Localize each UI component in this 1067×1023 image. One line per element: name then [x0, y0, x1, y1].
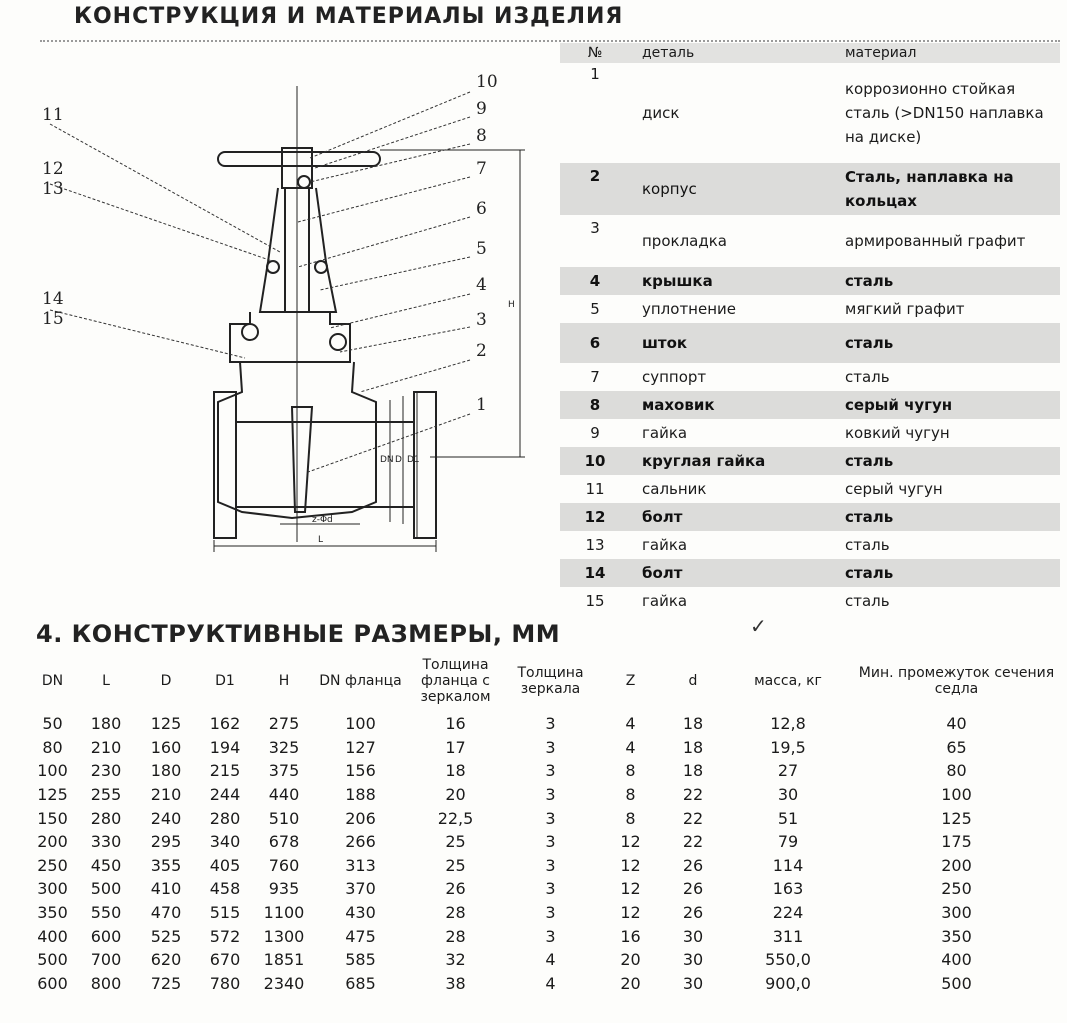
callout-1: 1: [476, 395, 487, 415]
table-cell: 585: [345, 950, 376, 970]
table-cell: 100: [345, 714, 376, 734]
material-row: [560, 363, 1060, 391]
table-cell: 17: [445, 737, 466, 757]
row-material: армированный графит: [845, 232, 1026, 250]
dims-body: [30, 712, 1060, 995]
dims-header-row: [30, 650, 1060, 712]
dim-d: D: [395, 455, 402, 465]
row-no: 15: [585, 592, 605, 610]
table-cell: 25: [445, 832, 466, 852]
table-cell: 550,0: [765, 950, 811, 970]
header-no: №: [587, 45, 603, 61]
table-cell: 550: [90, 903, 122, 923]
table-cell: 515: [209, 903, 241, 923]
table-cell: 3: [545, 879, 556, 899]
row-material: сталь: [845, 564, 894, 582]
table-cell: 100: [37, 761, 68, 781]
row-material: ковкий чугун: [845, 424, 950, 442]
table-cell: 470: [150, 903, 182, 923]
material-row: [560, 63, 1060, 163]
table-cell: 725: [150, 973, 182, 993]
table-cell: 400: [37, 926, 68, 946]
yoke-bolt: [267, 261, 279, 273]
table-row: [30, 783, 1060, 807]
bonnet-bolt: [330, 334, 346, 350]
table-cell: 3: [545, 903, 556, 923]
table-row: [30, 877, 1060, 901]
table-cell: 500: [37, 950, 68, 970]
table-cell: 26: [682, 879, 704, 899]
table-cell: 4: [625, 714, 636, 734]
table-cell: 572: [209, 926, 241, 946]
table-cell: 600: [90, 926, 122, 946]
table-cell: 162: [209, 714, 241, 734]
table-row: [30, 759, 1060, 783]
table-cell: 224: [772, 903, 804, 923]
table-cell: 180: [90, 714, 122, 734]
row-no: 14: [584, 564, 606, 582]
table-cell: 200: [37, 832, 68, 852]
row-part: болт: [642, 508, 683, 526]
row-part: корпус: [642, 180, 697, 198]
table-cell: 194: [209, 737, 241, 757]
material-row: [560, 503, 1060, 531]
row-part: суппорт: [642, 368, 707, 386]
row-no: 11: [585, 480, 605, 498]
table-row: [30, 830, 1060, 854]
table-cell: 330: [90, 832, 122, 852]
row-part: сальник: [642, 480, 707, 498]
table-cell: 12: [620, 832, 641, 852]
callout-11: 11: [42, 105, 64, 125]
row-material: сталь: [845, 536, 890, 554]
dims-header: DN фланца: [319, 673, 402, 689]
material-row: [560, 267, 1060, 295]
table-cell: 3: [545, 785, 556, 805]
row-material: сталь: [845, 272, 894, 290]
table-cell: 22,5: [437, 808, 474, 828]
table-cell: 16: [620, 926, 641, 946]
table-cell: 30: [777, 785, 799, 805]
row-material: сталь: [845, 592, 890, 610]
dim-dn: DN: [380, 455, 394, 465]
table-cell: 210: [150, 785, 182, 805]
table-row: [30, 854, 1060, 878]
callout-8: 8: [476, 126, 487, 146]
dims-header: D1: [215, 673, 235, 689]
table-cell: 500: [941, 973, 972, 993]
section-title: КОНСТРУКЦИЯ И МАТЕРИАЛЫ ИЗДЕЛИЯ: [74, 4, 624, 29]
table-cell: 125: [37, 785, 68, 805]
table-cell: 2340: [263, 973, 305, 993]
table-cell: 114: [772, 855, 804, 875]
table-cell: 935: [268, 879, 300, 899]
table-cell: 1851: [263, 950, 305, 970]
row-no: 2: [589, 167, 601, 185]
table-cell: 3: [545, 714, 556, 734]
table-cell: 600: [37, 973, 68, 993]
table-cell: 8: [625, 761, 636, 781]
dim-l: L: [318, 535, 324, 545]
table-row: [30, 948, 1060, 972]
dims-title: 4. КОНСТРУКТИВНЫЕ РАЗМЕРЫ, ММ: [36, 620, 561, 648]
table-cell: 620: [150, 950, 182, 970]
row-part: уплотнение: [642, 300, 737, 318]
callout-9: 9: [476, 99, 487, 119]
dim-d1: D1: [407, 455, 420, 465]
table-cell: 325: [268, 737, 300, 757]
table-cell: 30: [682, 973, 704, 993]
table-cell: 18: [445, 761, 466, 781]
table-cell: 670: [209, 950, 241, 970]
table-cell: 25: [445, 855, 466, 875]
table-cell: 79: [777, 832, 799, 852]
row-part: гайка: [642, 592, 688, 610]
table-cell: 18: [682, 737, 704, 757]
callout-14: 14: [42, 289, 64, 309]
table-cell: 510: [268, 808, 300, 828]
table-cell: 80: [946, 761, 967, 781]
table-cell: 38: [445, 973, 466, 993]
table-cell: 4: [545, 973, 556, 993]
table-cell: 240: [150, 808, 182, 828]
table-row: [30, 806, 1060, 830]
callout-12: 12: [42, 159, 64, 179]
material-row: [560, 295, 1060, 323]
materials-header: [560, 43, 1060, 63]
row-no: 9: [590, 424, 600, 442]
material-row: [560, 391, 1060, 419]
row-part: маховик: [642, 396, 715, 414]
table-cell: 30: [682, 950, 704, 970]
pen-mark: ✓: [750, 614, 767, 638]
row-material: Сталь, наплавка на кольцах: [845, 168, 1014, 210]
table-cell: 685: [345, 973, 376, 993]
materials-table: [560, 43, 1060, 615]
material-row: [560, 163, 1060, 215]
table-cell: 50: [42, 714, 63, 734]
table-cell: 355: [150, 855, 182, 875]
callout-13: 13: [42, 179, 64, 199]
dims-header: H: [278, 673, 290, 689]
table-cell: 1300: [263, 926, 305, 946]
table-cell: 475: [345, 926, 376, 946]
row-part: шток: [642, 334, 688, 352]
header-part: деталь: [642, 45, 695, 61]
row-part: гайка: [642, 536, 688, 554]
table-cell: 65: [946, 737, 967, 757]
row-material: коррозионно стойкая сталь (>DN150 наплавка на диске): [845, 80, 1044, 146]
table-cell: 156: [345, 761, 376, 781]
table-cell: 32: [445, 950, 466, 970]
table-cell: 3: [545, 761, 556, 781]
material-row: [560, 531, 1060, 559]
bonnet-bolt: [242, 324, 258, 340]
row-no: 3: [590, 219, 600, 237]
callout-4: 4: [476, 275, 487, 295]
table-cell: 266: [345, 832, 376, 852]
row-no: 4: [589, 272, 601, 290]
row-part: круглая гайка: [642, 452, 766, 470]
table-cell: 51: [777, 808, 799, 828]
table-cell: 300: [37, 879, 68, 899]
table-cell: 255: [90, 785, 122, 805]
table-cell: 440: [268, 785, 300, 805]
table-cell: 100: [941, 785, 972, 805]
row-no: 5: [590, 300, 600, 318]
table-cell: 30: [682, 926, 704, 946]
table-cell: 215: [209, 761, 241, 781]
material-row: [560, 475, 1060, 503]
dims-header: Толщина зеркала: [517, 665, 584, 697]
table-cell: 16: [445, 714, 466, 734]
table-cell: 26: [682, 903, 704, 923]
callout-2: 2: [476, 341, 487, 361]
table-cell: 127: [345, 737, 376, 757]
table-cell: 678: [268, 832, 300, 852]
table-cell: 525: [150, 926, 182, 946]
table-cell: 20: [620, 973, 641, 993]
table-cell: 26: [445, 879, 466, 899]
row-no: 1: [590, 65, 600, 83]
dim-h: H: [508, 300, 515, 310]
table-cell: 350: [941, 926, 972, 946]
table-cell: 12: [620, 879, 641, 899]
yoke: [260, 188, 336, 312]
valve-drawing: [30, 62, 550, 572]
callout-5: 5: [476, 239, 487, 259]
table-cell: 20: [445, 785, 466, 805]
table-cell: 200: [941, 855, 972, 875]
row-part: крышка: [642, 272, 713, 290]
table-cell: 1100: [263, 903, 305, 923]
table-cell: 780: [209, 973, 241, 993]
table-cell: 430: [345, 903, 376, 923]
dims-header: d: [688, 673, 698, 689]
row-no: 12: [584, 508, 606, 526]
table-cell: 125: [150, 714, 182, 734]
row-material: мягкий графит: [845, 300, 965, 318]
callout-7: 7: [476, 159, 487, 179]
table-cell: 311: [772, 926, 804, 946]
table-cell: 250: [941, 879, 972, 899]
material-row: [560, 215, 1060, 267]
table-cell: 405: [209, 855, 241, 875]
row-material: сталь: [845, 508, 894, 526]
table-cell: 175: [941, 832, 972, 852]
dims-header: L: [102, 673, 110, 689]
row-material: сталь: [845, 452, 894, 470]
table-cell: 400: [941, 950, 972, 970]
table-row: [30, 736, 1060, 760]
table-cell: 28: [445, 903, 466, 923]
table-cell: 27: [777, 761, 799, 781]
table-cell: 18: [682, 761, 704, 781]
table-cell: 280: [209, 808, 241, 828]
row-part: болт: [642, 564, 683, 582]
table-cell: 206: [345, 808, 376, 828]
callout-6: 6: [476, 199, 487, 219]
row-material: сталь: [845, 368, 890, 386]
table-row: [30, 712, 1060, 736]
dimensions-table: [30, 650, 1060, 995]
dims-header: Толщина фланца с зеркалом: [420, 657, 491, 705]
table-cell: 3: [545, 808, 556, 828]
table-cell: 150: [37, 808, 68, 828]
table-cell: 500: [90, 879, 122, 899]
table-cell: 22: [682, 808, 704, 828]
table-cell: 275: [268, 714, 300, 734]
yoke-bolt: [315, 261, 327, 273]
table-cell: 340: [209, 832, 241, 852]
table-cell: 40: [946, 714, 967, 734]
table-cell: 458: [209, 879, 241, 899]
row-no: 13: [585, 536, 605, 554]
table-row: [30, 901, 1060, 925]
table-cell: 80: [42, 737, 63, 757]
table-cell: 19,5: [770, 737, 806, 757]
table-cell: 375: [268, 761, 300, 781]
table-cell: 3: [545, 926, 556, 946]
table-cell: 22: [682, 785, 704, 805]
table-cell: 370: [345, 879, 376, 899]
row-part: диск: [642, 104, 680, 122]
table-cell: 125: [941, 808, 972, 828]
table-cell: 210: [90, 737, 122, 757]
table-row: [30, 924, 1060, 948]
table-cell: 295: [150, 832, 182, 852]
dim-zd: z-Φd: [312, 515, 333, 525]
table-cell: 160: [150, 737, 182, 757]
callout-3: 3: [476, 310, 487, 330]
table-cell: 700: [90, 950, 122, 970]
table-cell: 230: [90, 761, 122, 781]
row-no: 7: [590, 368, 600, 386]
table-cell: 4: [625, 737, 636, 757]
table-cell: 760: [268, 855, 300, 875]
table-cell: 3: [545, 737, 556, 757]
row-material: серый чугун: [845, 396, 953, 414]
table-cell: 313: [345, 855, 376, 875]
table-cell: 410: [150, 879, 182, 899]
row-no: 10: [584, 452, 606, 470]
table-cell: 12: [620, 903, 641, 923]
dims-header: Мин. промежуток сечения седла: [858, 665, 1055, 697]
table-cell: 900,0: [765, 973, 811, 993]
table-cell: 180: [150, 761, 182, 781]
table-cell: 300: [941, 903, 972, 923]
row-material: сталь: [845, 334, 894, 352]
row-material: серый чугун: [845, 480, 943, 498]
row-part: гайка: [642, 424, 688, 442]
callout-15: 15: [42, 309, 64, 329]
dims-header: масса, кг: [754, 673, 822, 689]
material-row: [560, 559, 1060, 587]
table-cell: 4: [545, 950, 556, 970]
material-row: [560, 447, 1060, 475]
table-cell: 28: [445, 926, 466, 946]
table-cell: 350: [37, 903, 68, 923]
material-row: [560, 323, 1060, 363]
table-cell: 250: [37, 855, 68, 875]
table-cell: 8: [625, 785, 636, 805]
material-row: [560, 419, 1060, 447]
table-cell: 20: [620, 950, 641, 970]
table-cell: 8: [625, 808, 636, 828]
material-row: [560, 587, 1060, 615]
row-part: прокладка: [642, 232, 727, 250]
table-cell: 163: [772, 879, 804, 899]
dims-header: D: [160, 673, 172, 689]
row-no: 6: [589, 334, 601, 352]
table-row: [30, 972, 1060, 996]
table-cell: 188: [345, 785, 376, 805]
row-no: 8: [589, 396, 601, 414]
table-cell: 12: [620, 855, 641, 875]
table-cell: 450: [90, 855, 122, 875]
table-cell: 244: [209, 785, 241, 805]
dims-header: DN: [41, 673, 64, 689]
table-cell: 12,8: [770, 714, 806, 734]
table-cell: 800: [90, 973, 122, 993]
table-cell: 26: [682, 855, 704, 875]
table-cell: 3: [545, 832, 556, 852]
callout-10: 10: [476, 72, 498, 92]
dims-header: Z: [625, 673, 636, 689]
table-cell: 18: [682, 714, 704, 734]
table-cell: 3: [545, 855, 556, 875]
table-cell: 22: [682, 832, 704, 852]
table-cell: 280: [90, 808, 122, 828]
header-material: материал: [845, 45, 917, 61]
